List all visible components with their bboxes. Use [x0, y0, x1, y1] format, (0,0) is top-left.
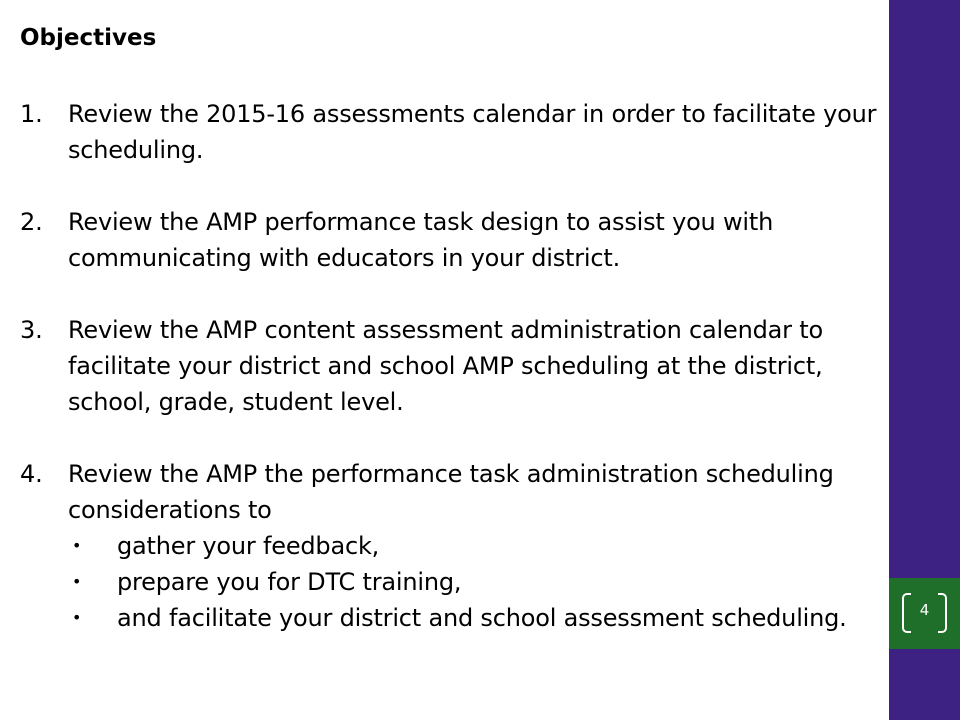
slide-title: Objectives — [20, 25, 157, 51]
objective-number: 2. — [20, 208, 43, 236]
sub-bullet-text: and facilitate your district and school assessment scheduling. — [117, 604, 847, 632]
objective-text: Review the AMP performance task design to assist you with communicating with educators in your district. — [68, 208, 774, 272]
sub-bullet-text: gather your feedback, — [117, 532, 380, 560]
sub-bullet-list — [68, 528, 880, 636]
sub-bullet-text: prepare you for DTC training, — [117, 568, 462, 596]
bullet-icon: • — [72, 572, 82, 591]
objective-text: Review the AMP content assessment administration calendar to facilitate your district and school AMP scheduling at the district, school, grade, student level. — [68, 316, 823, 416]
bullet-icon: • — [72, 608, 82, 627]
bullet-icon: • — [72, 536, 82, 555]
objective-number: 4. — [20, 460, 43, 488]
objective-item — [20, 456, 880, 636]
objective-text: Review the 2015-16 assessments calendar in order to facilitate your scheduling. — [68, 100, 877, 164]
objective-number: 1. — [20, 100, 43, 128]
sub-bullet-item — [68, 528, 880, 564]
objective-number: 3. — [20, 316, 43, 344]
page-number-box — [889, 578, 960, 649]
objectives-list — [20, 96, 880, 636]
sub-bullet-item — [68, 564, 880, 600]
objective-item — [20, 312, 880, 420]
objective-item — [20, 204, 880, 276]
right-bracket-icon — [938, 593, 947, 633]
page-number: 4 — [919, 601, 930, 619]
objective-text: Review the AMP the performance task administration scheduling considerations to — [68, 460, 834, 524]
sub-bullet-item — [68, 600, 880, 636]
objective-item — [20, 96, 880, 168]
slide-content — [20, 18, 880, 636]
